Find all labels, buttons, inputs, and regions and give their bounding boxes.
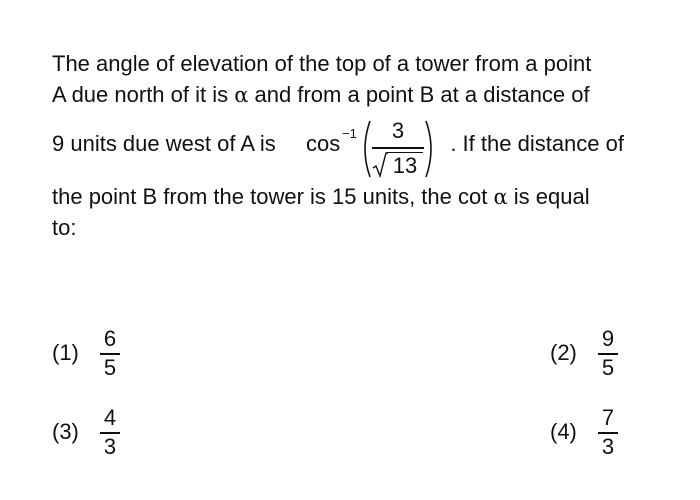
option-denominator: 3: [601, 434, 615, 459]
question-line-4: [52, 184, 590, 210]
option-numerator: 6: [103, 326, 117, 351]
option-4[interactable]: [550, 405, 640, 461]
option-2[interactable]: [550, 326, 640, 382]
line-3-text-left: 9 units due west of A is: [52, 131, 276, 156]
option-numerator: 9: [601, 326, 615, 351]
inverse-cosine-expression: [306, 118, 436, 180]
fraction-numerator: 3: [391, 118, 405, 143]
option-label: (2): [550, 340, 577, 365]
fraction-bar: [372, 147, 424, 149]
alpha-symbol: α: [234, 83, 249, 107]
line-4-text-after: is equal: [507, 184, 590, 209]
option-3[interactable]: [52, 405, 142, 461]
line-2-text-before: A due north of it is: [52, 82, 235, 107]
option-denominator: 5: [103, 355, 117, 380]
option-numerator: 4: [103, 405, 117, 430]
square-root-icon: [372, 151, 388, 179]
inverse-superscript: −1: [342, 126, 357, 141]
line-2-text-after: and from a point B at a distance of: [248, 82, 590, 107]
cos-function: cos: [306, 131, 341, 156]
alpha-symbol: α: [493, 185, 508, 209]
option-label: (4): [550, 419, 577, 444]
left-parenthesis-icon: [358, 118, 372, 180]
fraction-denominator: 13: [392, 153, 418, 178]
question-line-1: The angle of elevation of the top of a tower from a point: [52, 51, 592, 76]
question-line-3: [52, 118, 624, 180]
option-label: (3): [52, 419, 79, 444]
question-line-2: [52, 82, 590, 108]
option-numerator: 7: [601, 405, 615, 430]
option-label: (1): [52, 340, 79, 365]
option-denominator: 5: [601, 355, 615, 380]
line-4-text-before: the point B from the tower is 15 units, the cot: [52, 184, 494, 209]
line-3-text-right: . If the distance of: [450, 131, 624, 156]
option-denominator: 3: [103, 434, 117, 459]
option-1[interactable]: [52, 326, 142, 382]
right-parenthesis-icon: [424, 118, 438, 180]
question-line-5: to:: [52, 215, 77, 240]
